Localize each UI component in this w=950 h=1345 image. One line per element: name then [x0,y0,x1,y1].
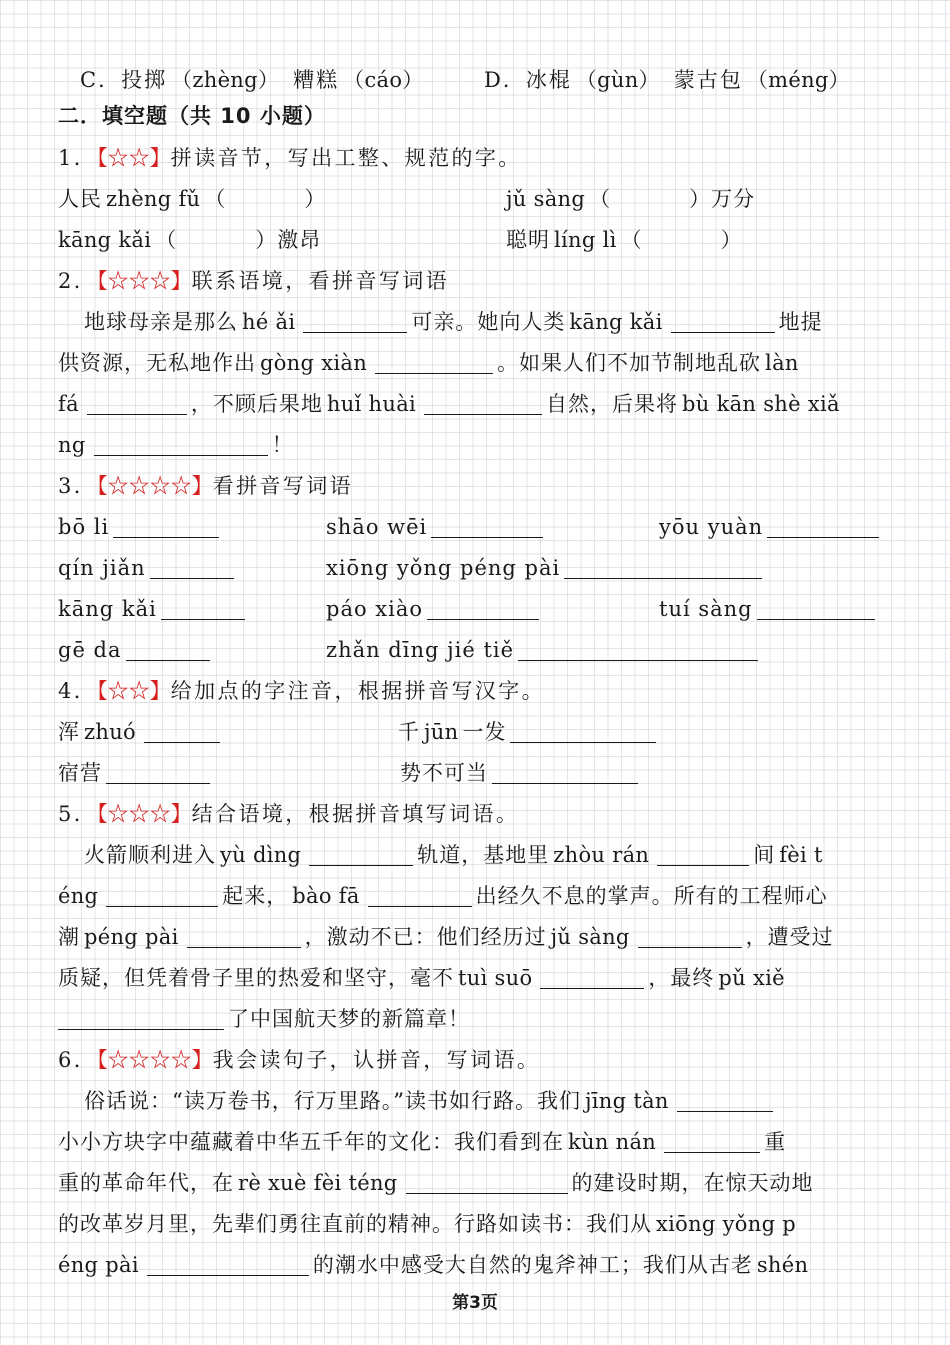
q1-item-1-pre: 人民 [58,187,102,211]
q3-item-7-pinyin: páo xiào [326,597,424,621]
q4-item-d [400,753,642,794]
q1-item-3-open: （ [155,228,178,252]
q5-text-6: 潮 [58,925,80,949]
option-c-pinyin2: （cáo） [343,68,424,92]
q2-text-3: 地提 [778,310,823,334]
option-c-pinyin1: （zhèng） [171,68,280,92]
q5-blank-4[interactable] [368,880,472,907]
q2-blank-3[interactable] [375,347,493,374]
q3-item-10-blank[interactable] [518,634,758,661]
q5-text-10: ，最终 [648,966,715,990]
q1-item-3-close: ） [255,228,278,252]
q6-text-1: 俗话说：“读万卷书，行万里路。”读书如行路。我们 [84,1089,581,1113]
q1-row-2 [58,220,894,261]
q2-blank-5[interactable] [424,388,542,415]
q2-stars: 【☆☆☆】 [97,269,192,293]
q5-text-1: 火箭顺利进入 [84,843,216,867]
q6-instruction: 我会读句子，认拼音，写词语。 [212,1048,541,1072]
q5-text-5: 出经久不息的掌声。所有的工程师心 [475,884,828,908]
q1-item-2-post: 万分 [711,187,756,211]
q6-text-5: 的建设时期，在惊天动地 [571,1171,814,1195]
q1-instruction: 拼读音节，写出工整、规范的字。 [170,146,522,170]
q4-item-b-pre: 千 [398,720,420,744]
q3-item-7 [326,589,543,630]
q4-item-b-pinyin: jūn [424,720,459,744]
q2-line-1 [58,302,920,343]
q5-stars: 【☆☆☆】 [97,802,192,826]
q3-stars: 【☆☆☆☆】 [97,474,213,498]
q4-item-a-pre: 浑 [58,720,80,744]
q6-text-4: 重的革命年代，在 [58,1171,234,1195]
q6-pinyin-3: rè xuè fèi téng [238,1171,398,1195]
q1-heading [58,138,894,179]
q5-number: 5． [58,802,98,826]
q4-item-a [58,712,224,753]
q6-pinyin-4a: xiōng yǒng p [656,1212,797,1236]
q3-item-8-pinyin: tuí sàng [659,597,753,621]
q4-item-b-post: 一发 [462,720,507,744]
q5-pinyin-3b: éng [58,884,99,908]
q4-item-b [398,712,660,753]
q2-line-3 [58,384,894,425]
q3-item-6 [58,589,249,630]
page-number: 第3页 [452,1293,498,1313]
option-d-pinyin1: （gùn） [575,68,660,92]
q3-item-4-blank[interactable] [150,552,234,579]
q3-item-3 [659,507,883,548]
q5-blank-8[interactable] [58,1003,224,1030]
q4-item-b-blank[interactable] [510,716,656,743]
q4-item-a-pinyin: zhuó [84,720,136,744]
q1-item-1-close: ） [304,187,327,211]
q3-item-8 [659,589,879,630]
q1-item-4-pre: 聪明 [506,228,550,252]
q2-heading [58,261,894,302]
q3-row-4 [58,630,894,671]
q1-item-2-pinyin: jǔ sàng [506,187,586,211]
q3-item-4-pinyin: qín jiǎn [58,556,146,580]
option-d-label: D． [484,68,526,92]
q1-item-1 [58,179,326,220]
q5-line-4 [58,958,894,999]
q1-item-1-open: （ [204,187,227,211]
q1-item-3-pinyin: kāng kǎi [58,228,152,252]
q4-stars: 【☆☆】 [97,679,171,703]
q2-text-4: 供资源，无私地作出 [58,351,256,375]
q3-item-8-blank[interactable] [757,593,875,620]
q5-blank-6[interactable] [638,921,742,948]
q3-item-6-blank[interactable] [161,593,245,620]
q4-item-d-blank[interactable] [492,757,638,784]
q5-pinyin-3a: fèi t [779,843,823,867]
q2-text-5: 。如果人们不加节制地乱砍 [497,351,762,375]
q4-item-c-blank[interactable] [106,757,210,784]
q3-item-9-blank[interactable] [126,634,210,661]
q6-line-1 [58,1081,920,1122]
q3-number: 3． [58,474,98,498]
q1-item-2-open: （ [589,187,612,211]
q5-text-4: 起来， [222,884,289,908]
q5-blank-1[interactable] [309,839,413,866]
option-d-word1: 冰棍 [525,68,572,92]
q6-line-2 [58,1122,894,1163]
q2-pinyin-6a: bù kān shè xiǎ [682,392,840,416]
q6-pinyin-2: kùn nán [568,1130,657,1154]
option-c-word2: 糟糕 [293,68,340,92]
q6-text-7: 的潮水中感受大自然的鬼斧神工；我们从古老 [312,1253,753,1277]
q2-pinyin-6b: ng [58,433,86,457]
q5-pinyin-1: yù dìng [220,843,302,867]
q5-line-3 [58,917,894,958]
q5-line-1 [58,835,920,876]
q6-text-6: 的改革岁月里，先辈们勇往直前的精神。行路如读书：我们从 [58,1212,652,1236]
q5-text-11: 了中国航天梦的新篇章！ [228,1007,470,1031]
q5-heading [58,794,894,835]
q1-item-2 [506,179,755,220]
q6-pinyin-4b: éng pài [58,1253,139,1277]
q5-pinyin-2: zhòu rán [553,843,650,867]
q4-item-c [58,753,214,794]
q3-instruction: 看拼音写词语 [212,474,354,498]
q4-item-a-blank[interactable] [144,716,220,743]
q6-blank-1[interactable] [677,1085,773,1112]
q5-text-7: ，激动不已：他们经历过 [304,925,547,949]
q3-item-10-pinyin: zhǎn dīng jié tiě [326,638,515,662]
q6-blank-4[interactable] [147,1249,309,1276]
option-d-pinyin2: （méng） [746,68,850,92]
q4-item-c-text: 宿营 [58,761,102,785]
q5-text-2: 轨道，基地里 [417,843,550,867]
q3-item-5-pinyin: xiōng yǒng péng pài [326,556,561,580]
q4-number: 4． [58,679,98,703]
q5-instruction: 结合语境，根据拼音填写词语。 [191,802,520,826]
q1-number: 1． [58,146,98,170]
q5-pinyin-8: pǔ xiě [718,966,785,990]
q6-line-4 [58,1204,894,1245]
q5-text-3: 间 [753,843,776,867]
q5-pinyin-7: tuì suō [458,966,533,990]
q3-item-4 [58,548,238,589]
q5-pinyin-4: bào fā [292,884,360,908]
q6-heading [58,1040,894,1081]
q2-instruction: 联系语境，看拼音写词语 [191,269,450,293]
q3-item-5-blank[interactable] [564,552,762,579]
q5-pinyin-6: jǔ sàng [550,925,630,949]
q3-item-3-pinyin: yōu yuàn [659,515,764,539]
q6-text-2: 小小方块字中蕴藏着中华五千年的文化：我们看到在 [58,1130,564,1154]
q2-blank-1[interactable] [303,306,407,333]
q3-row-1 [58,507,894,548]
q2-pinyin-4a: làn [765,351,799,375]
q4-instruction: 给加点的字注音，根据拼音写汉字。 [170,679,546,703]
q5-blank-5[interactable] [187,921,301,948]
q1-item-2-close: ） [689,187,712,211]
q2-text-7: 自然，后果将 [546,392,679,416]
q3-item-3-blank[interactable] [767,511,879,538]
q2-blank-2[interactable] [671,306,775,333]
option-c-label: C． [80,68,122,92]
options-line [58,60,894,101]
q3-item-1-blank[interactable] [113,511,219,538]
q4-row-1 [58,712,894,753]
q1-item-4 [506,220,743,261]
option-d-word2: 蒙古包 [673,68,743,92]
q6-number: 6． [58,1048,98,1072]
q3-item-10 [326,630,762,671]
q1-stars: 【☆☆】 [97,146,171,170]
q3-row-2 [58,548,894,589]
q1-item-4-close: ） [720,228,743,252]
q1-row-1 [58,179,894,220]
option-d [484,60,854,101]
q3-item-6-pinyin: kāng kǎi [58,597,157,621]
q2-pinyin-5: huǐ huài [326,392,417,416]
q2-blank-6[interactable] [94,429,268,456]
q3-item-1-pinyin: bō li [58,515,110,539]
q4-heading [58,671,894,712]
q3-item-2-pinyin: shāo wēi [326,515,428,539]
q3-item-5 [326,548,766,589]
q6-stars: 【☆☆☆☆】 [97,1048,213,1072]
q2-text-2: 可亲。她向人类 [411,310,566,334]
q3-item-2 [326,507,547,548]
q6-blank-3[interactable] [406,1167,568,1194]
q1-item-3-post: 激昂 [277,228,322,252]
q1-item-4-pinyin: líng lì [554,228,617,252]
q3-item-7-blank[interactable] [427,593,539,620]
q2-number: 2． [58,269,98,293]
option-c [80,60,428,101]
q1-item-4-open: （ [620,228,643,252]
q3-item-1 [58,507,223,548]
q5-blank-3[interactable] [106,880,218,907]
q3-row-3 [58,589,894,630]
q5-blank-2[interactable] [657,839,749,866]
q6-text-3: 重 [764,1130,787,1154]
q3-item-9 [58,630,214,671]
q5-line-5 [58,999,894,1040]
q2-pinyin-2: kāng kǎi [569,310,663,334]
q5-blank-7[interactable] [540,962,644,989]
q2-pinyin-1: hé ǎi [242,310,296,334]
q3-item-9-pinyin: gē da [58,638,122,662]
q6-line-5 [58,1245,894,1286]
q5-pinyin-5: péng pài [84,925,179,949]
q6-line-3 [58,1163,894,1204]
q2-text-6: ，不顾后果地 [190,392,323,416]
q5-line-2 [58,876,894,917]
q2-blank-4[interactable] [87,388,187,415]
q6-pinyin-1: jīng tàn [584,1089,669,1113]
q3-heading [58,466,894,507]
q2-text-1: 地球母亲是那么 [84,310,238,334]
q2-pinyin-3: gòng xiàn [260,351,368,375]
q4-item-d-text: 势不可当 [400,761,488,785]
q5-text-8: ，遭受过 [745,925,834,949]
q6-blank-2[interactable] [664,1126,760,1153]
q5-text-9: 质疑，但凭着骨子里的热爱和坚守，毫不 [58,966,454,990]
q1-item-1-pinyin: zhèng fǔ [106,187,201,211]
q4-row-2 [58,753,894,794]
q2-line-4 [58,425,894,466]
q3-item-2-blank[interactable] [431,511,543,538]
q2-line-2 [58,343,894,384]
option-c-word1: 投掷 [121,68,168,92]
q2-text-8: ！ [271,433,294,457]
q1-item-3 [58,220,321,261]
q2-pinyin-4b: fá [58,392,79,416]
q6-pinyin-5: shén [756,1253,809,1277]
section-title: 二．填空题（共 10 小题） [58,104,326,128]
